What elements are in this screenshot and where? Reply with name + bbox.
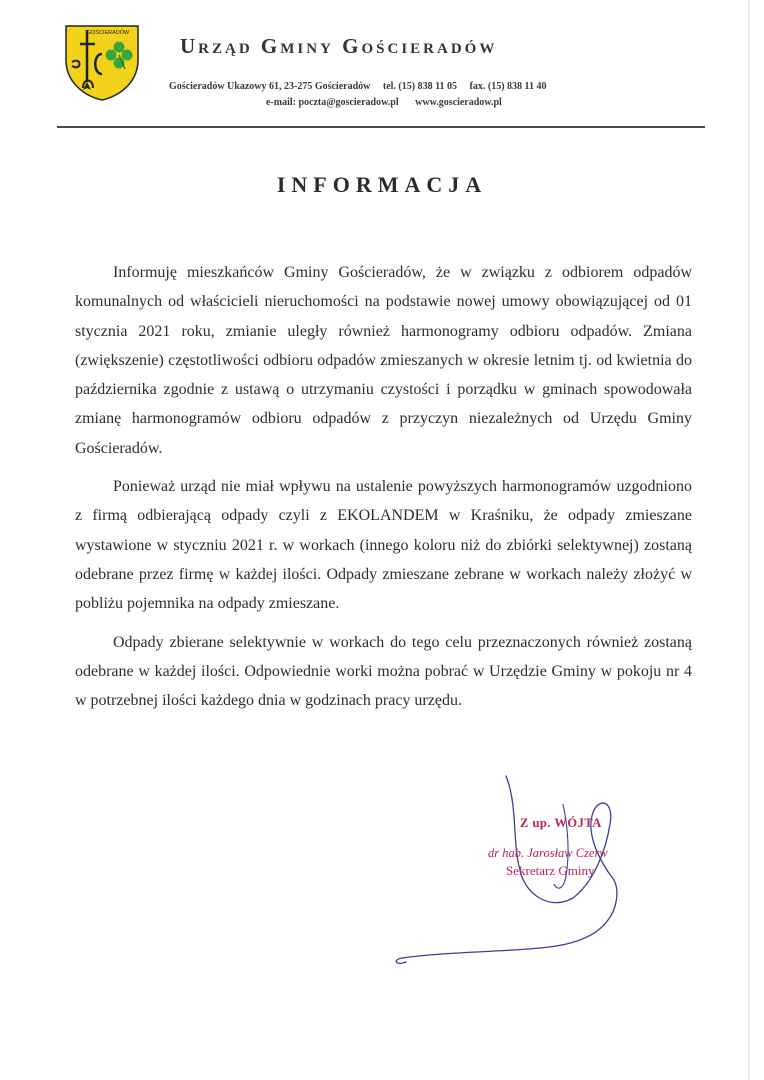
email-address: e-mail: poczta@goscieradow.pl	[266, 97, 399, 108]
contact-line	[169, 81, 546, 92]
crest-lettering: GOŚCIERADÓW	[86, 30, 130, 36]
office-name: Urząd Gminy Gościeradów	[180, 34, 498, 58]
header-divider	[57, 126, 705, 128]
postal-address: Gościeradów Ukazowy 61, 23-275 Gościeradów	[169, 81, 371, 92]
signature-block	[388, 770, 668, 1000]
signatory-name: dr hab. Jarosław Czerw	[488, 846, 608, 860]
paragraph: Odpady zbierane selektywnie w workach do tego celu przeznaczonych również zostaną odebrane w każdej ilości. Odpowiednie worki można pobrać w Urzędzie Gminy w pokoju nr 4 w potrzebnej ilości każdego dnia w godzinach pracy urzędu.	[75, 633, 692, 710]
municipal-crest	[62, 18, 142, 102]
website-address: www.goscieradow.pl	[415, 97, 502, 108]
document-title: INFORMACJA	[276, 172, 488, 197]
handwritten-signature	[388, 770, 668, 1000]
phone-number: tel. (15) 838 11 05	[382, 81, 458, 92]
signing-authority: Z up. WÓJTA	[520, 816, 602, 830]
paragraph: Informuję mieszkańców Gminy Gościeradów, że w związku z odbiorem odpadów komunalnych od właścicieli nieruchomości na podstawie nowej umowy obowiązującej od 01 stycznia 2021 roku, zmianie uległy również harmonogramy odbioru odpadów. Zmiana (zwiększenie) częstotliwości odbioru odpadów zmieszanych w okresie letnim tj. od kwietnia do października zgodnie z ustawą o utrzymaniu czystości i porządku w gminach spowodowała zmianę harmonogramów odbioru odpadów z przyczyn niezależnych od Urzędu Gminy Gościeradów.	[75, 264, 692, 457]
fax-number: fax. (15) 838 11 40	[469, 81, 547, 92]
paragraph: Ponieważ urząd nie miał wpływu na ustalenie powyższych harmonogramów uzgodniono z firmą odbierającą odpady czyli z EKOLANDEM w Kraśniku, że odpady zmieszane wystawione w styczniu 2021 r. w workach (innego koloru niż do zbiórki selektywnej) zostaną odebrane przez firmę w każdej ilości. Odpady zmieszane zebrane w workach należy złożyć w pobliżu pojemnika na odpady zmieszane.	[75, 478, 692, 613]
online-contact-line	[266, 97, 516, 108]
document-body	[75, 258, 692, 724]
scan-edge	[748, 0, 750, 1080]
signatory-role: Sekretarz Gminy	[506, 863, 595, 878]
